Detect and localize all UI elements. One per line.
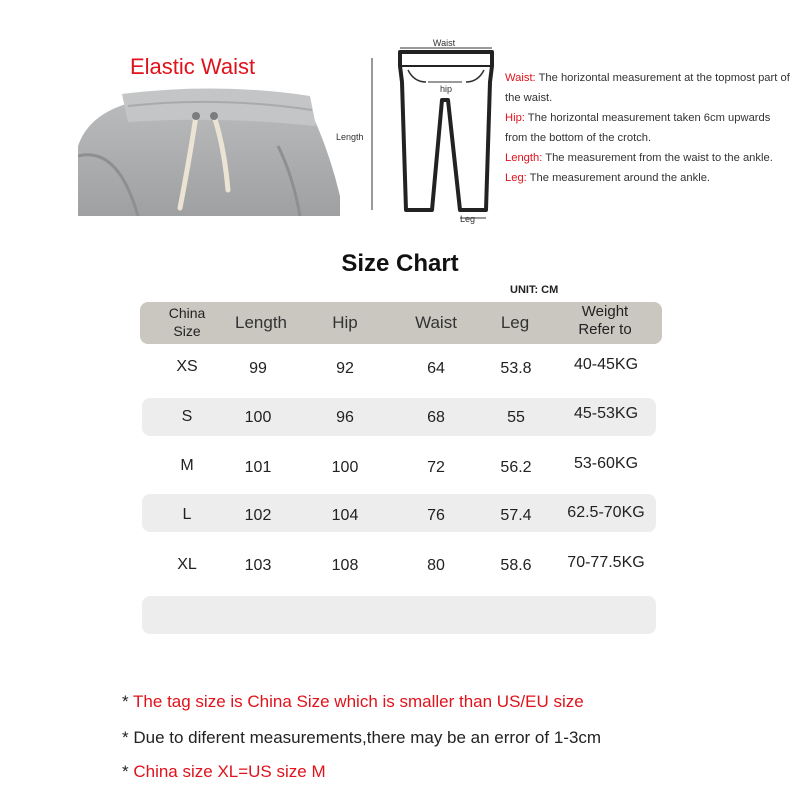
- leg-cell: 58.6: [500, 557, 532, 574]
- length-cell: 101: [244, 459, 272, 476]
- note-china-size: * The tag size is China Size which is smaller than US/EU size: [122, 692, 584, 711]
- leg-cell: 57.4: [500, 507, 532, 524]
- weight-cell: 45-53KG: [573, 405, 639, 422]
- definition-waist: Waist: The horizontal measurement at the topmost part of the waist.: [505, 72, 790, 104]
- row-band: [142, 596, 656, 634]
- column-header-leg: Leg: [500, 313, 530, 332]
- diagram-leg-label: Leg: [460, 214, 476, 224]
- size-cell: S: [181, 408, 193, 425]
- definition-hip: Hip: The horizontal measurement taken 6cm upwards from the bottom of the crotch.: [505, 112, 771, 144]
- waist-cell: 76: [427, 507, 445, 524]
- column-header-china-size: China Size: [168, 305, 206, 339]
- hip-cell: 104: [331, 507, 359, 524]
- size-chart-title: Size Chart: [341, 250, 459, 277]
- length-cell: 100: [244, 409, 272, 426]
- hip-cell: 108: [331, 557, 359, 574]
- weight-cell: 40-45KG: [573, 356, 639, 373]
- column-header-length: Length: [235, 313, 287, 332]
- size-cell: XS: [176, 358, 198, 375]
- waist-cell: 72: [427, 459, 445, 476]
- size-cell: L: [182, 506, 192, 523]
- note-measurement-error: * Due to diferent measurements,there may be an error of 1-3cm: [122, 728, 602, 747]
- column-header-weight: Weight Refer to: [578, 303, 632, 338]
- definition-length: Length: The measurement from the waist to the ankle.: [505, 152, 773, 164]
- length-cell: 99: [249, 360, 267, 377]
- hip-cell: 92: [336, 360, 354, 377]
- waist-cell: 80: [427, 557, 445, 574]
- size-cell: XL: [177, 556, 197, 573]
- diagram-waist-label: Waist: [432, 38, 456, 48]
- diagram-hip-label: hip: [440, 84, 453, 94]
- definition-leg: Leg: The measurement around the ankle.: [505, 172, 711, 184]
- weight-cell: 70-77.5KG: [567, 554, 645, 571]
- column-header-hip: Hip: [332, 313, 358, 332]
- weight-cell: 62.5-70KG: [567, 504, 645, 521]
- waist-cell: 64: [427, 360, 445, 377]
- hip-cell: 100: [331, 459, 359, 476]
- hip-cell: 96: [336, 409, 354, 426]
- leg-cell: 53.8: [500, 360, 532, 377]
- leg-cell: 56.2: [500, 459, 532, 476]
- elastic-waist-label: Elastic Waist: [130, 54, 256, 79]
- length-cell: 102: [244, 507, 272, 524]
- diagram-length-label: Length: [336, 132, 364, 142]
- measurement-definitions: [505, 68, 795, 188]
- waist-cell: 68: [427, 409, 445, 426]
- pants-measurement-diagram: [334, 34, 504, 224]
- note-us-size: * China size XL=US size M: [122, 762, 326, 781]
- column-header-waist: Waist: [415, 313, 457, 332]
- weight-cell: 53-60KG: [573, 455, 639, 472]
- unit-label: UNIT: CM: [510, 284, 559, 296]
- size-cell: M: [180, 457, 194, 474]
- length-cell: 103: [244, 557, 272, 574]
- leg-cell: 55: [507, 409, 525, 426]
- elastic-waist-photo: [78, 86, 340, 216]
